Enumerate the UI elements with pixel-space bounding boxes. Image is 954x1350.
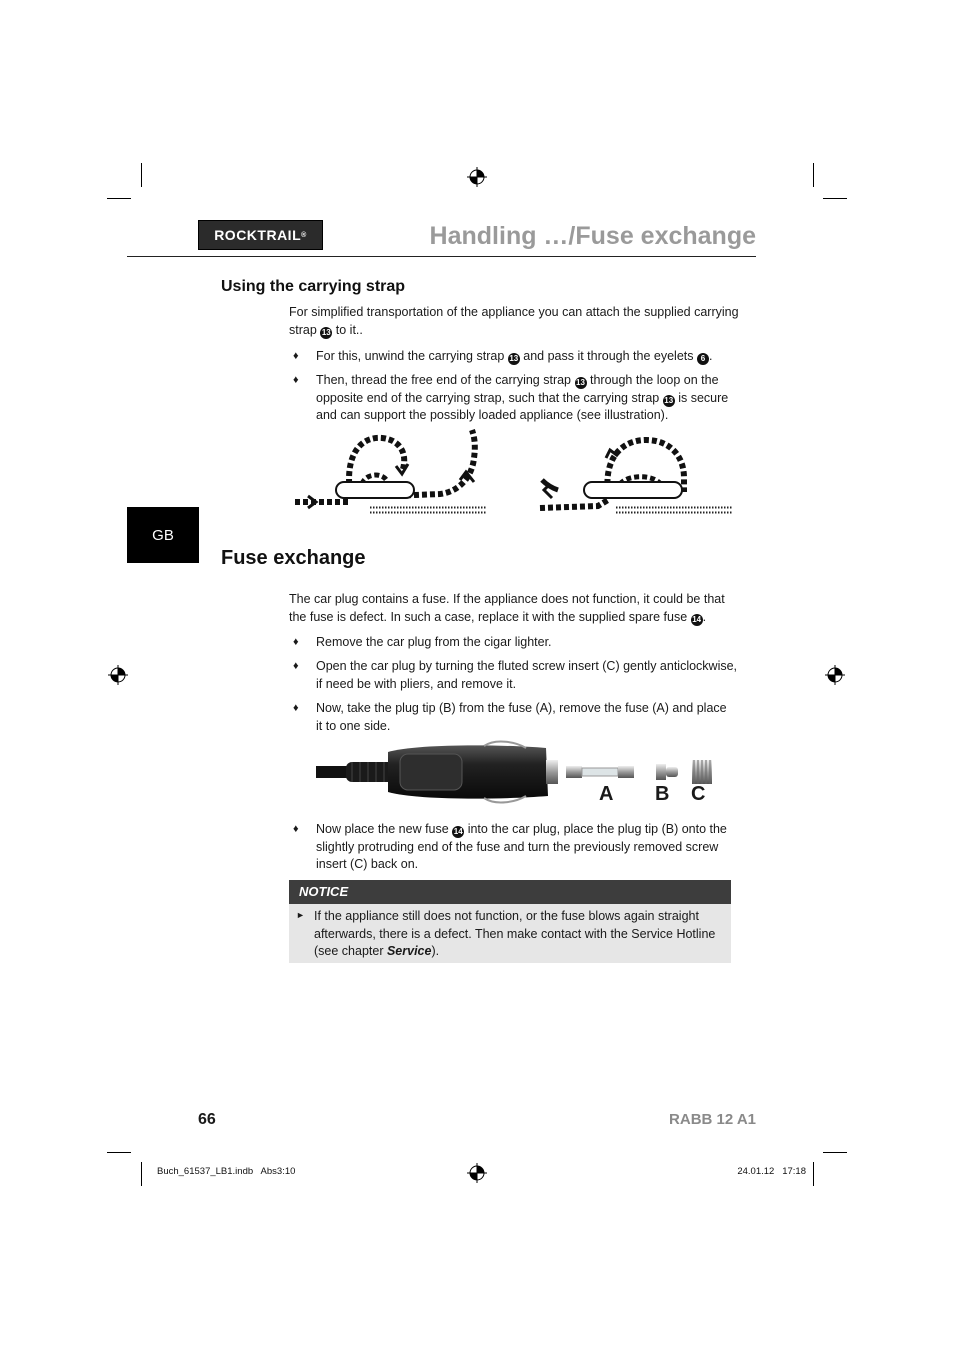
diamond-bullet-icon: ♦ <box>293 702 299 714</box>
strap-loop-illustration <box>290 428 740 520</box>
notice-text <box>314 908 724 961</box>
crop-mark <box>813 1162 814 1186</box>
section-heading-fuse-exchange: Fuse exchange <box>221 547 366 569</box>
text-line: if need be with pliers, and remove it. <box>316 676 517 691</box>
strap-loop-right <box>540 440 732 510</box>
print-date-info: 24.01.12 17:18 <box>737 1166 806 1177</box>
registration-mark-icon <box>467 1163 487 1183</box>
ref-number-fuse: 14 <box>453 827 463 836</box>
ref-number-strap: 13 <box>664 395 674 405</box>
text-span: Then, thread the free end of the carrying strap <box>316 373 572 387</box>
text-span: is secure <box>678 390 729 405</box>
list-item-text <box>316 658 737 693</box>
crop-mark <box>813 163 814 187</box>
text-line <box>314 943 724 961</box>
text-span: For this, unwind the carrying strap <box>316 349 505 363</box>
text-line: it to one side. <box>316 718 391 733</box>
text-span: ). <box>431 944 440 958</box>
list-item-text <box>316 821 727 874</box>
notice-service-link-text: Service <box>386 944 432 958</box>
brand-logo-text: ROCKTRAIL <box>214 227 302 243</box>
list-item-text <box>316 700 727 735</box>
list-item-text <box>316 372 728 425</box>
registration-mark-icon <box>108 665 128 685</box>
ref-number-fuse: 14 <box>692 614 702 624</box>
ref-number-strap: 13 <box>509 354 519 363</box>
diamond-bullet-icon: ♦ <box>293 374 299 386</box>
arrow-bullet-icon: ► <box>296 910 305 920</box>
text-span: . <box>702 609 707 624</box>
diamond-bullet-icon: ♦ <box>293 350 299 362</box>
page-title: Handling …/Fuse exchange <box>429 222 756 250</box>
text-span: and pass it through the eyelets <box>523 349 694 363</box>
brand-logo <box>198 220 323 250</box>
notice-title: NOTICE <box>299 884 349 899</box>
text-span: the fuse is defect. In such a case, replace it with the supplied spare fuse <box>289 609 688 624</box>
text-line: and can support the possibly loaded appliance (see illustration). <box>316 408 669 422</box>
strap-intro <box>289 304 749 339</box>
text-line <box>316 821 727 839</box>
strap-intro-line: For simplified transportation of the appliance you can attach the supplied carrying <box>289 305 739 319</box>
list-item-text <box>316 348 712 366</box>
label-b: B <box>655 783 670 805</box>
fuse-intro-line: The car plug contains a fuse. If the appliance does not function, it could be that <box>289 592 725 606</box>
language-tab-label: GB <box>152 526 174 544</box>
fuse-intro <box>289 591 749 626</box>
text-line <box>316 372 728 390</box>
crop-mark <box>823 198 847 199</box>
model-number: RABB 12 A1 <box>669 1111 756 1128</box>
crop-mark <box>141 1162 142 1186</box>
text-span: into the car plug, place the plug tip (B) onto the <box>467 822 727 836</box>
language-tab <box>127 507 199 563</box>
diamond-bullet-icon: ♦ <box>293 636 299 648</box>
print-file-info: Buch_61537_LB1.indb Abs3:10 <box>157 1166 296 1177</box>
strap-loop-left <box>295 430 486 510</box>
text-line: afterwards, there is a defect. Then make contact with the Service Hotline <box>314 926 716 941</box>
diamond-bullet-icon: ♦ <box>293 660 299 672</box>
text-span: strap <box>289 322 317 337</box>
ref-number-eyelets: 6 <box>697 353 709 365</box>
text-line: Open the car plug by turning the fluted screw insert (C) gently anticlockwise, <box>316 659 738 673</box>
crop-mark <box>107 1152 131 1153</box>
strap-intro-line <box>289 322 749 340</box>
crop-mark <box>141 163 142 187</box>
ref-number-strap: 13 <box>321 327 331 337</box>
text-span: . <box>709 349 713 363</box>
ref-number-strap: 13 <box>576 378 585 387</box>
list-item-text: Remove the car plug from the cigar lighter. <box>316 635 552 649</box>
text-line: insert (C) back on. <box>316 857 419 871</box>
diamond-bullet-icon: ♦ <box>293 823 299 835</box>
page-number: 66 <box>198 1111 216 1128</box>
label-a: A <box>599 783 614 805</box>
text-span: to it.. <box>335 322 363 337</box>
text-line: If the appliance still does not function, or the fuse blows again straight <box>314 909 699 923</box>
text-span: (see chapter <box>314 944 384 958</box>
notice-header <box>289 880 731 904</box>
crop-mark <box>107 198 131 199</box>
text-line: Now, take the plug tip (B) from the fuse (A), remove the fuse (A) and place <box>316 701 727 715</box>
label-c: C <box>691 783 706 805</box>
registration-mark-icon <box>467 167 487 187</box>
registration-mark-icon <box>825 665 845 685</box>
text-span: through the loop on the <box>589 373 719 387</box>
fuse-intro-line <box>289 609 749 627</box>
text-span: opposite end of the carrying strap, such that the carrying strap <box>316 390 660 405</box>
crop-mark <box>823 1152 847 1153</box>
header-rule <box>127 256 756 257</box>
section-heading-carrying-strap: Using the carrying strap <box>221 278 406 295</box>
registered-mark: ® <box>301 231 307 239</box>
text-line: slightly protruding end of the fuse and turn the previously removed screw <box>316 839 719 854</box>
text-span: Now place the new fuse <box>316 822 449 836</box>
text-line <box>316 390 728 408</box>
